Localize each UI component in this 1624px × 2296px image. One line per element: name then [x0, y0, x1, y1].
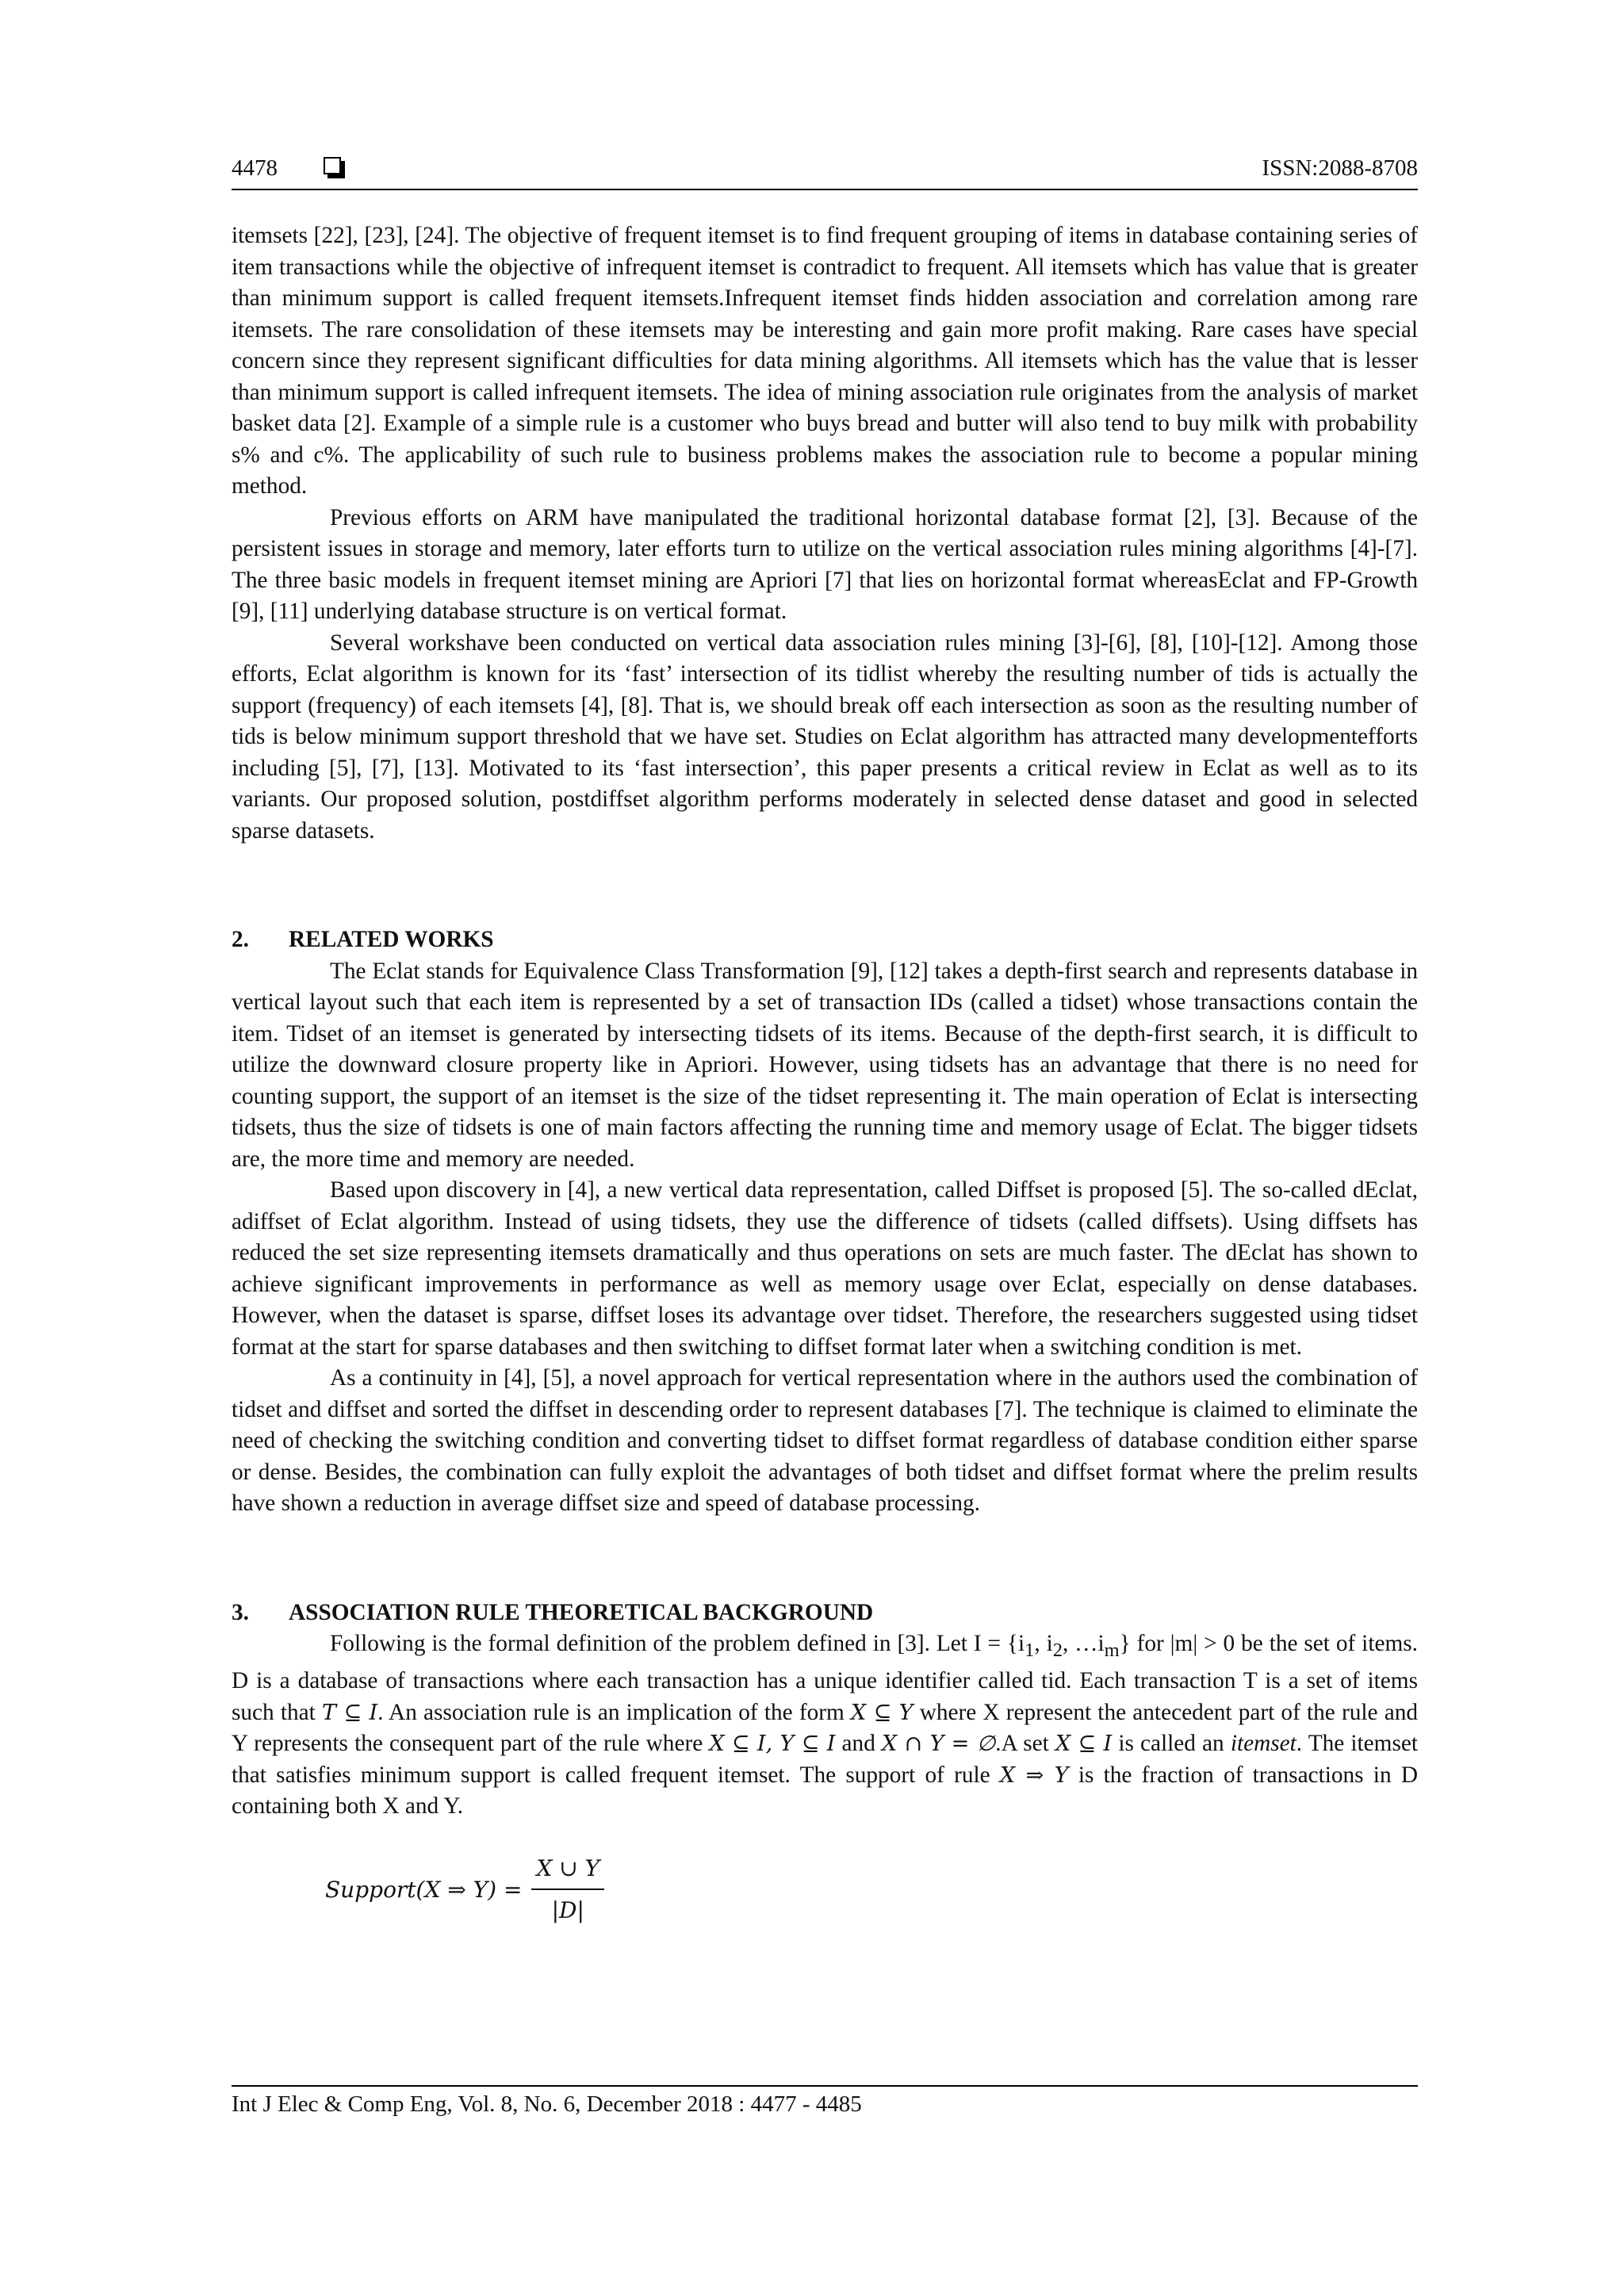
intro-paragraph-2: Previous efforts on ARM have manipulated the traditional horizontal database format [2], [3]. Because of the persistent issues in storage and memory, later efforts turn to utilize on the vertical association rules mining algorithms [4]-[7]. The three basic models in frequent itemset mining are Apriori [7] that lies on horizontal format whereasEclat and FP-Growth [9], [11] underlying database structure is on vertical format.	[232, 504, 1418, 624]
section-3-paragraph-1: Following is the formal definition of the problem defined in [3]. Let $I = \{i_1$, $i_2$, $\dots i_m$} for |m| > 0 be the set of items. D is a database of transactions where each transaction has a unique identifier called tid. Each transaction T is a set of items such that T ⊆ I. An association rule is an implication of the form X ⊆ Y where X represent the antecedent part of the rule and Y represents the consequent part of the rule where X ⊆ I, Y ⊆ I and X ∩ Y = ∅.A set X ⊆ I is called an itemset. The itemset that satisfies minimum support is called frequent itemset. The support of rule X ⇒ Y is the fraction of transactions in D containing both X and Y.	[232, 1631, 1419, 1820]
formula-denominator: |D|	[551, 1897, 584, 1924]
section-2-paragraph-1: The Eclat stands for Equivalence Class Transformation [9], [12] takes a depth-first search and represents database in vertical layout such that each item is represented by a set of transaction IDs (called a tidset) whose transactions contain the item. Tidset of an itemset is generated by intersecting tidsets of its items. Because of the depth-first search, it is difficult to utilize the downward closure property like in Apriori. However, using tidsets has an advantage that there is no need for counting support, the support of an itemset is the size of the tidset representing it. The main operation of Eclat is intersecting tidsets, thus the size of tidsets is one of main factors affecting the running time and memory usage of Eclat. The bigger tidsets are, the more time and memory are needed.	[232, 958, 1418, 1172]
section-2-paragraph-3: As a continuity in [4], [5], a novel approach for vertical representation where in the authors used the combination of tidset and diffset and sorted the diffset in descending order to represent databases [7]. The technique is claimed to eliminate the need of checking the switching condition and converting tidset to diffset format regardless of database condition either sparse or dense. Besides, the combination can fully exploit the advantages of both tidset and diffset format where the prelim results have shown a reduction in average diffset size and speed of database processing.	[232, 1365, 1418, 1516]
math-t-subset-i: T ⊆ I	[322, 1700, 378, 1725]
section-3-title: ASSOCIATION RULE THEORETICAL BACKGROUND	[289, 1599, 874, 1625]
itemset-term: itemset	[1230, 1731, 1297, 1757]
page-header	[232, 155, 1418, 190]
page-content	[232, 220, 1418, 1927]
issn-label: ISSN:2088-8708	[1262, 155, 1418, 181]
math-x-subset-y: X ⊆ Y	[850, 1700, 914, 1725]
formula-numerator: X ∪ Y	[531, 1853, 604, 1891]
formula-fraction	[531, 1853, 604, 1927]
section-3-number: 3.	[232, 1599, 249, 1625]
section-2-number: 2.	[232, 927, 249, 952]
page-number: 4478	[232, 155, 278, 181]
section-2-heading	[232, 924, 1418, 956]
math-x-y-subset-i: X ⊆ I, Y ⊆ I	[709, 1732, 836, 1757]
intro-paragraph-1: itemsets [22], [23], [24]. The objective of frequent itemset is to find frequent grouping of items in database containing series of item transactions while the objective of infrequent itemset is contradict to frequent. All itemsets which has value that is greater than minimum support is called frequent itemsets.Infrequent itemset finds hidden association and correlation among rare itemsets. The rare consolidation of these itemsets may be interesting and gain more profit making. Rare cases have special concern since they represent significant difficulties for data mining algorithms. All itemsets which has the value that is lesser than minimum support is called infrequent itemsets. The idea of mining association rule originates from the analysis of market basket data [2]. Example of a simple rule is a customer who buys bread and butter will also tend to buy milk with probability s% and c%. The applicability of such rule to business problems makes the association rule to become a popular mining method.	[232, 223, 1418, 499]
formula-lhs: Support(X ⇒ Y) =	[325, 1876, 523, 1903]
support-formula	[325, 1853, 1418, 1927]
section-2-title: RELATED WORKS	[289, 927, 494, 952]
math-x-implies-y: X ⇒ Y	[999, 1762, 1069, 1788]
math-intersection-empty: X ∩ Y = ∅	[881, 1732, 996, 1757]
section-2-paragraph-2: Based upon discovery in [4], a new vertical data representation, called Diffset is proposed [5]. The so-called dEclat, adiffset of Eclat algorithm. Instead of using tidsets, they use the difference of tidsets (called diffsets). Using diffsets has reduced the set size representing itemsets dramatically and thus operations on sets are much faster. The dEclat has shown to achieve significant improvements in performance as well as memory usage over Eclat, especially on dense databases. However, when the dataset is sparse, diffset loses its advantage over tidset. Therefore, the researchers suggested using tidset format at the start for sparse databases and then switching to diffset format later when a switching condition is met.	[232, 1177, 1418, 1360]
section-3-heading	[232, 1598, 1418, 1629]
math-x-subset-i: X ⊆ I	[1055, 1732, 1113, 1757]
square-ballot-icon	[324, 157, 341, 174]
journal-citation: Int J Elec & Comp Eng, Vol. 8, No. 6, December 2018 : 4477 - 4485	[232, 2091, 862, 2117]
page-footer	[232, 2085, 1418, 2118]
intro-paragraph-3: Several workshave been conducted on vertical data association rules mining [3]-[6], [8], [10]-[12]. Among those efforts, Eclat algorithm is known for its ‘fast’ intersection of its tidlist whereby the resulting number of tids is actually the support (frequency) of each itemsets [4], [8]. That is, we should break off each intersection as soon as the resulting number of tids is below minimum support threshold that we have set. Studies on Eclat algorithm has attracted many developmentefforts including [5], [7], [13]. Motivated to its ‘fast intersection’, this paper presents a critical review in Eclat as well as to its variants. Our proposed solution, postdiffset algorithm performs moderately in selected dense dataset and good in selected sparse datasets.	[232, 629, 1418, 844]
